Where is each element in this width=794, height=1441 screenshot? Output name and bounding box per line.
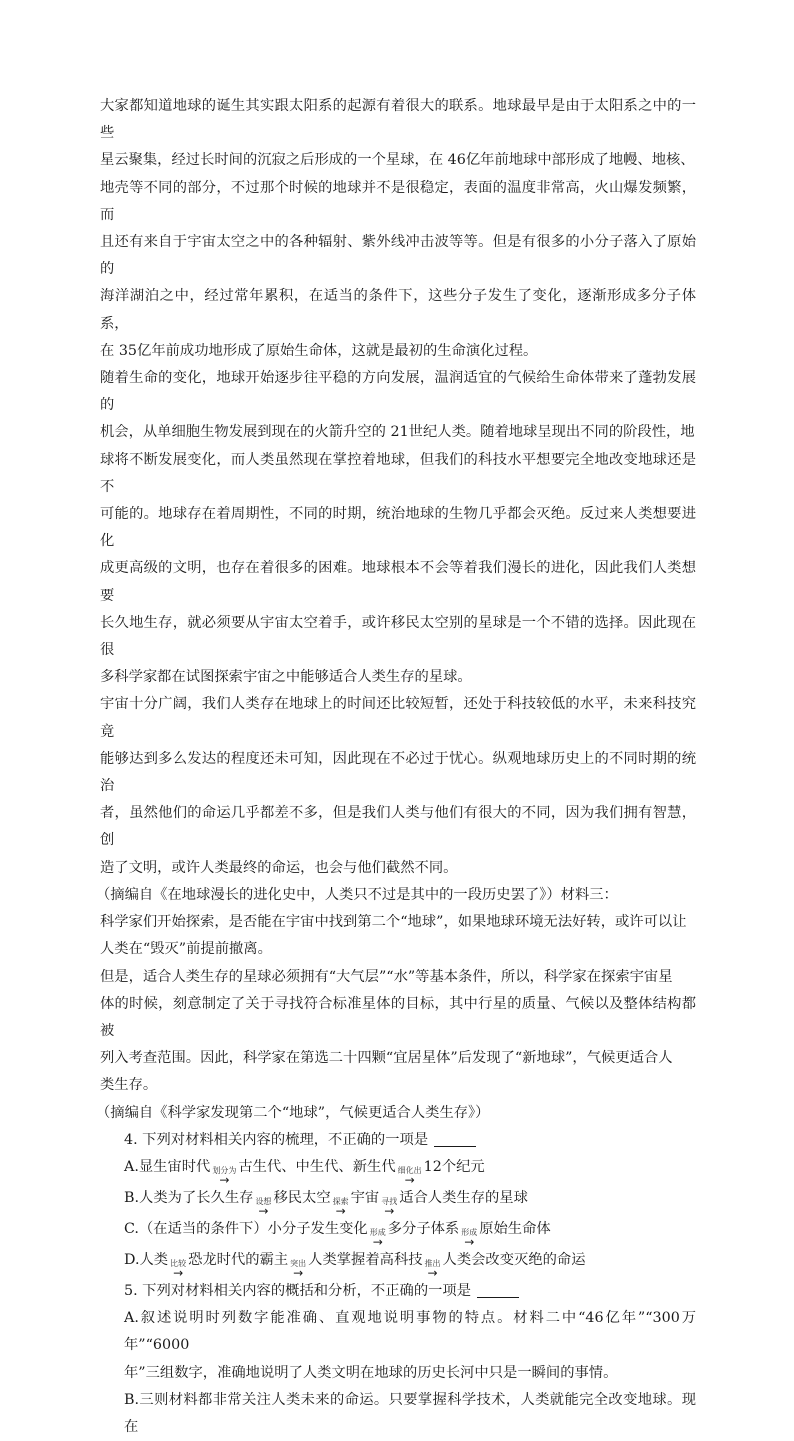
option-text: 适合人类生存的星球 — [399, 1189, 528, 1206]
arrow-label: 寻找 — [381, 1196, 398, 1206]
text-line: 长久地生存，就必须要从宇宙太空着手，或许移民太空别的星球是一个不错的选择。因此现在很 — [100, 614, 696, 659]
text-line: 在 35亿年前成功地形成了原始生命体，这就是最初的生命演化过程。 — [100, 342, 538, 359]
paragraph-origin-of-earth — [100, 93, 696, 365]
text-line: （摘编自《科学家发现第二个“地球”，气候更适合人类生存》） — [96, 1104, 490, 1121]
text-line: 多科学家都在试图探索宇宙之中能够适合人类生存的星球。 — [100, 669, 472, 686]
question-4-stem — [100, 1127, 696, 1154]
text-line: 海洋湖泊之中，经过常年累积，在适当的条件下，这些分子发生了变化，逐渐形成多分子体系， — [100, 288, 696, 332]
option-text: 人类会改变灭绝的命运 — [442, 1251, 586, 1268]
paragraph-habitable-conditions — [100, 964, 696, 1100]
question-4-option-b[interactable] — [100, 1185, 696, 1216]
arrow-icon: 划分为 → — [212, 1165, 237, 1187]
paragraph-universe — [100, 691, 696, 881]
question-4-option-a[interactable] — [100, 1154, 696, 1185]
question-4-option-c[interactable] — [100, 1216, 696, 1247]
arrow-label: 设想 — [255, 1196, 272, 1206]
text-line: 造了文明，或许人类最终的命运，也会与他们截然不同。 — [100, 859, 458, 876]
arrow-label: 突出 — [290, 1258, 307, 1268]
text-line: 宇宙十分广阔，我们人类存在地球上的时间还比较短暂，还处于科技较低的水平，未来科技究竟 — [100, 696, 696, 740]
text-line: A.叙述说明时列数字能准确、直观地说明事物的特点。材料二中“46亿年”“300万年”“6000 — [124, 1310, 696, 1354]
arrow-icon: 比较 → — [170, 1258, 187, 1280]
answer-blank[interactable] — [477, 1283, 519, 1298]
text-line: 地壳等不同的部分，不过那个时候的地球并不是很稳定，表面的温度非常高，火山爆发频繁，而 — [100, 179, 696, 223]
arrow-label: 推出 — [424, 1258, 441, 1268]
arrow-label: 划分为 — [212, 1165, 237, 1175]
text-line: 且还有来自于宇宙太空之中的各种辐射、紫外线冲击波等等。但是有很多的小分子落入了原始的 — [100, 234, 696, 278]
arrow-label: 探索 — [332, 1196, 349, 1206]
arrow-icon: 形成 → — [461, 1227, 478, 1249]
text-line: 机会，从单细胞生物发展到现在的火箭升空的 21世纪人类。随着地球呈现出不同的阶段性，地 — [100, 424, 695, 441]
text-line: 列入考查范围。因此，科学家在第选二十四颗“宜居星体”后发现了“新地球”，气候更适合人 — [100, 1050, 673, 1067]
text-line: 年”三组数字，准确地说明了人类文明在地球的历史长河中只是一瞬间的事情。 — [124, 1364, 618, 1381]
question-4-text: 4. 下列对材料相关内容的梳理，不正确的一项是 — [124, 1131, 429, 1148]
text-line: 体的时候，刻意制定了关于寻找符合标准星体的目标，其中行星的质量、气候以及整体结构都被 — [100, 995, 696, 1039]
option-text: 恐龙时代的霸主 — [188, 1251, 289, 1268]
question-5-text: 5. 下列对材料相关内容的概括和分析，不正确的一项是 — [124, 1282, 472, 1299]
arrow-label: 比较 — [170, 1258, 187, 1268]
document-body — [96, 93, 696, 1441]
option-text: 古生代、中生代、新生代 — [238, 1158, 396, 1175]
text-line: 科学家们开始探索，是否能在宇宙中找到第二个“地球”，如果地球环境无法好转，或许可以让 — [100, 914, 687, 931]
question-4-option-d[interactable] — [100, 1247, 696, 1278]
arrow-icon: 寻找 → — [381, 1196, 398, 1218]
question-4 — [100, 1127, 696, 1278]
source-note-material-2 — [96, 882, 696, 909]
option-text: 人类掌握着高科技 — [308, 1251, 423, 1268]
text-line: 可能的。地球存在着周期性，不同的时期，统治地球的生物几乎都会灭绝。反过来人类想要进化 — [100, 506, 696, 550]
option-text: 移民太空 — [273, 1189, 331, 1206]
text-line: 能够达到多么发达的程度还未可知，因此现在不必过于忧心。纵观地球历史上的不同时期的统治 — [100, 750, 696, 795]
question-5-option-a[interactable] — [100, 1305, 696, 1387]
arrow-icon: 形成 → — [369, 1227, 386, 1249]
option-text: D.人类 — [124, 1251, 169, 1268]
arrow-icon: 推出 → — [424, 1258, 441, 1280]
arrow-icon: 突出 → — [290, 1258, 307, 1280]
text-line: 成更高级的文明，也存在着很多的困难。地球根本不会等着我们漫长的进化，因此我们人类想要 — [100, 560, 696, 604]
answer-blank[interactable] — [434, 1132, 476, 1147]
text-line: 但是，适合人类生存的星球必须拥有“大气层”“水”等基本条件，所以，科学家在探索宇宙星 — [100, 968, 673, 985]
option-text: 原始生命体 — [479, 1220, 551, 1237]
arrow-icon: 探索 → — [332, 1196, 349, 1218]
option-text: 12个纪元 — [423, 1158, 485, 1175]
arrow-label: 形成 — [369, 1227, 386, 1237]
text-line: 球将不断发展变化，而人类虽然现在掌控着地球，但我们的科技水平想要完全地改变地球还是不 — [100, 451, 696, 495]
text-line: B.三则材料都非常关注人类未来的命运。只要掌握科学技术，人类就能完全改变地球。现在 — [124, 1391, 696, 1435]
arrow-label: 形成 — [461, 1227, 478, 1237]
paragraph-life-development — [100, 365, 696, 691]
question-5-option-b[interactable] — [100, 1387, 696, 1441]
arrow-icon: 设想 → — [255, 1196, 272, 1218]
option-text: A.显生宙时代 — [124, 1158, 211, 1175]
option-text: B.人类为了长久生存 — [124, 1189, 254, 1206]
arrow-icon: 细化出 → — [397, 1165, 422, 1187]
option-text: 多分子体系 — [387, 1220, 460, 1237]
question-5-stem — [100, 1278, 696, 1305]
text-line: （摘编自《在地球漫长的进化史中，人类只不过是其中的一段历史罢了》）材料三： — [96, 886, 618, 903]
arrow-label: 细化出 — [397, 1165, 422, 1175]
option-text: 宇宙 — [350, 1189, 380, 1206]
text-line: 人类在“毁灭”前提前撤离。 — [100, 941, 272, 958]
text-line: 星云聚集，经过长时间的沉寂之后形成的一个星球，在 46亿年前地球中部形成了地幔、地核、 — [100, 152, 695, 169]
text-line: 大家都知道地球的诞生其实跟太阳系的起源有着很大的联系。地球最早是由于太阳系之中的一些 — [100, 98, 696, 142]
paragraph-second-earth — [100, 909, 696, 963]
text-line: 随着生命的变化，地球开始逐步往平稳的方向发展，温润适宜的气候给生命体带来了蓬勃发展的 — [100, 370, 696, 414]
question-5 — [100, 1278, 696, 1441]
text-line: 者，虽然他们的命运几乎都差不多，但是我们人类与他们有很大的不同，因为我们拥有智慧，创 — [100, 805, 696, 849]
option-text: C.（在适当的条件下）小分子发生变化 — [124, 1220, 368, 1237]
text-line: 类生存。 — [100, 1077, 158, 1094]
